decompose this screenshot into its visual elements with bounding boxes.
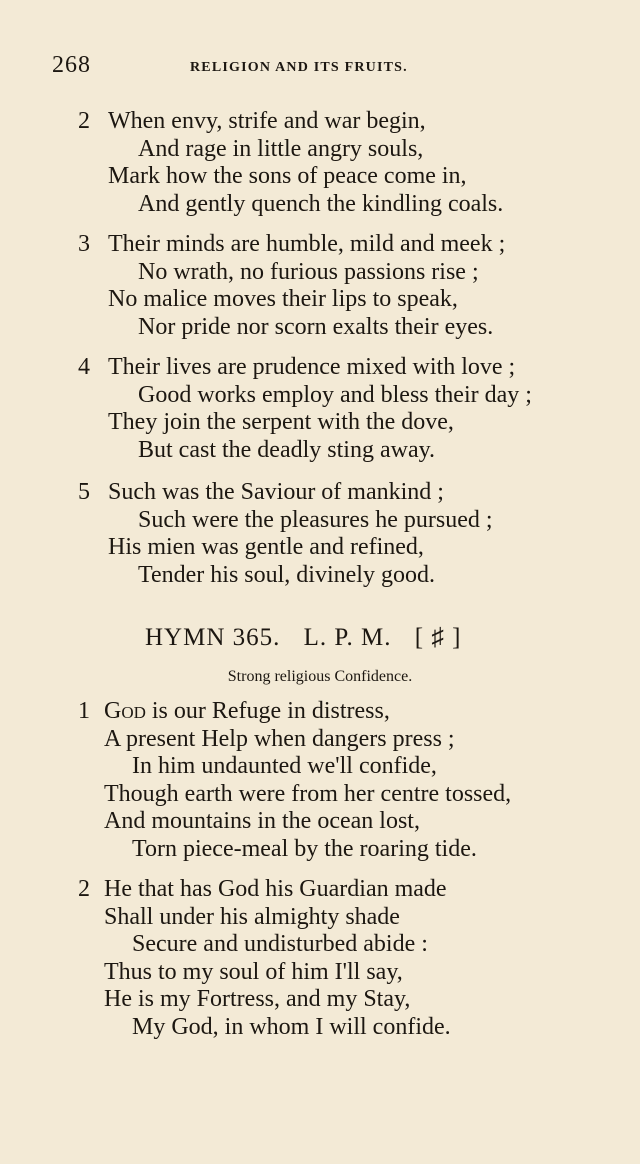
stanza-number: 2 bbox=[78, 108, 90, 134]
verse-line: He that has God his Guardian made bbox=[104, 876, 447, 902]
hymn-title: HYMN 365. bbox=[145, 624, 281, 651]
verse-line: No malice moves their lips to speak, bbox=[108, 286, 458, 312]
verse-line: Mark how the sons of peace come in, bbox=[108, 163, 467, 189]
verse-line: Their lives are prudence mixed with love ; bbox=[108, 354, 516, 380]
verse-line: His mien was gentle and refined, bbox=[108, 534, 424, 560]
verse-line: When envy, strife and war begin, bbox=[108, 108, 426, 134]
verse-line: Good works employ and bless their day ; bbox=[138, 381, 532, 408]
verse-line: And rage in little angry souls, bbox=[138, 135, 424, 162]
verse-line: Torn piece-meal by the roaring tide. bbox=[132, 835, 477, 862]
verse-line: He is my Fortress, and my Stay, bbox=[104, 986, 411, 1012]
stanza-4 bbox=[78, 354, 618, 464]
hymn-subtitle: Strong religious Confidence. bbox=[227, 668, 413, 685]
stanza-number: 2 bbox=[78, 876, 90, 902]
stanza-number: 3 bbox=[78, 231, 90, 257]
running-title: RELIGION AND ITS FRUITS. bbox=[190, 60, 408, 75]
verse-line bbox=[104, 698, 618, 726]
stanza-2 bbox=[78, 108, 618, 218]
verse-line-rest: is our Refuge in distress, bbox=[145, 698, 390, 724]
verse-line: And mountains in the ocean lost, bbox=[104, 808, 420, 834]
hymn-key: [ ♯ ] bbox=[414, 624, 462, 651]
verse-line: And gently quench the kindling coals. bbox=[138, 190, 504, 217]
verse-line: No wrath, no furious passions rise ; bbox=[138, 258, 479, 285]
verse-line: My God, in whom I will confide. bbox=[132, 1013, 451, 1040]
hymn-meter: L. P. M. bbox=[303, 624, 392, 651]
stanza-number: 1 bbox=[78, 698, 90, 724]
stanza-number: 5 bbox=[78, 479, 90, 505]
hymn365-stanza-1 bbox=[78, 698, 618, 863]
verse-line: Though earth were from her centre tossed, bbox=[104, 780, 512, 807]
verse-line: In him undaunted we'll confide, bbox=[132, 753, 437, 779]
verse-line: Shall under his almighty shade bbox=[104, 903, 400, 930]
hymn365-stanza-2 bbox=[78, 876, 618, 1041]
verse-line: A present Help when dangers press ; bbox=[104, 725, 455, 752]
page-number: 268 bbox=[52, 52, 91, 78]
hymn-heading bbox=[145, 624, 477, 652]
verse-line: Tender his soul, divinely good. bbox=[138, 561, 435, 588]
stanza-number: 4 bbox=[78, 354, 90, 380]
stanza-3 bbox=[78, 231, 618, 341]
verse-line: They join the serpent with the dove, bbox=[108, 409, 454, 435]
verse-line: Thus to my soul of him I'll say, bbox=[104, 958, 403, 985]
page-header bbox=[52, 52, 490, 82]
verse-line: Nor pride nor scorn exalts their eyes. bbox=[138, 313, 494, 340]
stanza-5 bbox=[78, 479, 618, 589]
verse-line: Such were the pleasures he pursued ; bbox=[138, 506, 493, 533]
verse-line: But cast the deadly sting away. bbox=[138, 436, 436, 463]
verse-line: Such was the Saviour of mankind ; bbox=[108, 479, 444, 505]
verse-line: Their minds are humble, mild and meek ; bbox=[108, 231, 506, 257]
first-word: God bbox=[104, 698, 146, 724]
verse-line: Secure and undisturbed abide : bbox=[132, 931, 428, 957]
